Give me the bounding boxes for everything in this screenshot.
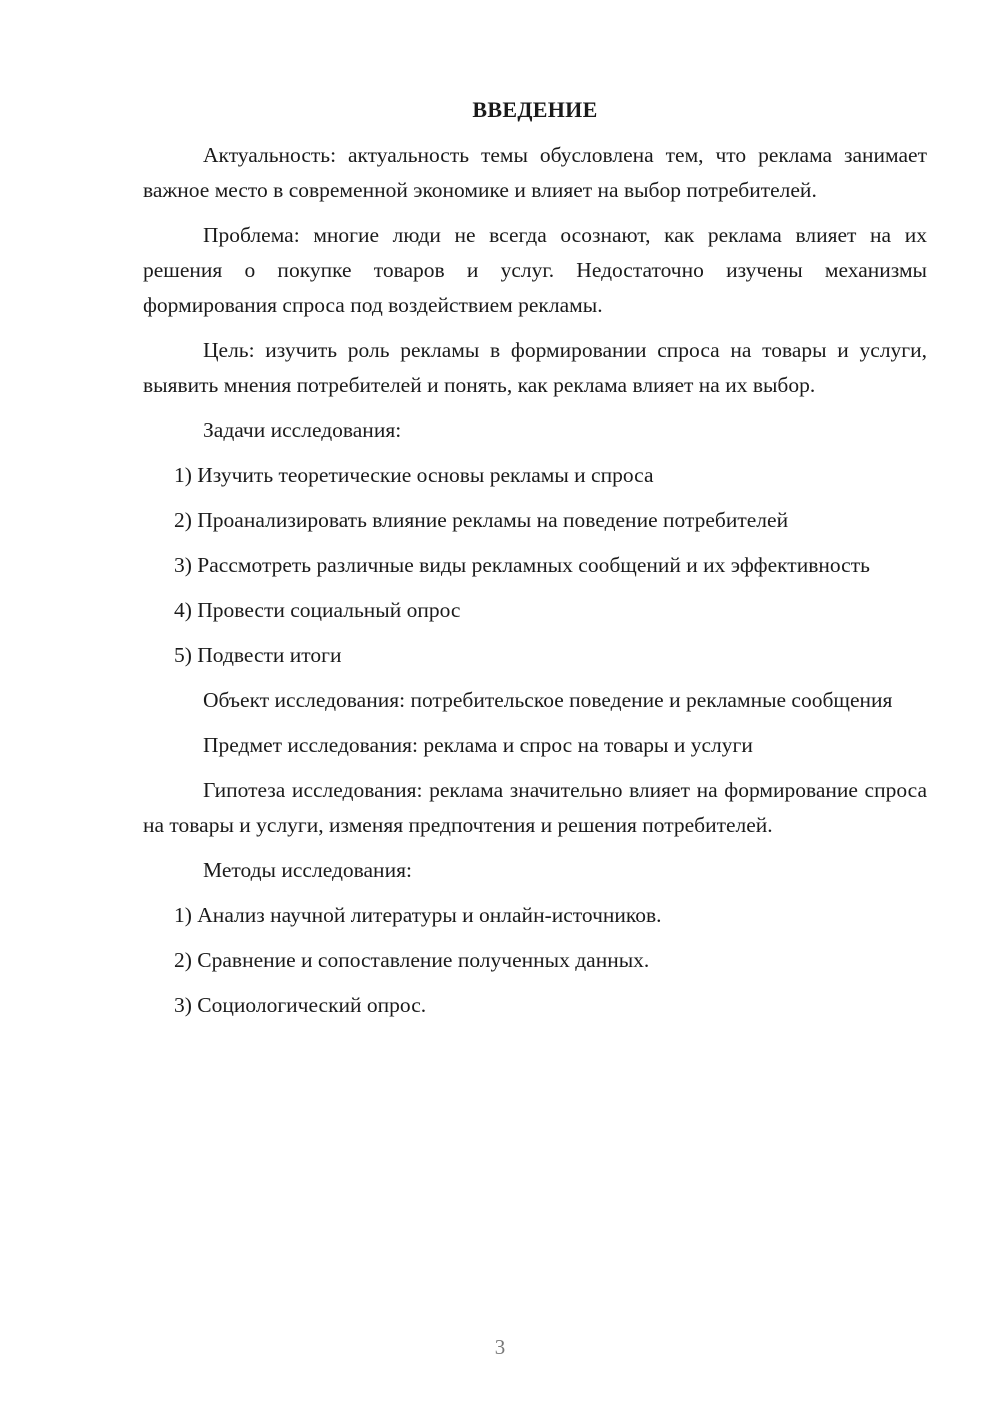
list-item-task-5: 5) Подвести итоги xyxy=(174,643,342,667)
list-item-method-3: 3) Социологический опрос. xyxy=(174,993,427,1017)
paragraph-goal: Цель: изучить роль рекламы в формировании спроса на товары и услуги, выявить мнения потребителей и понять, как реклама влияет на их выбор. xyxy=(143,338,927,397)
paragraph-problem: Проблема: многие люди не всегда осознают, как реклама влияет на их решения о покупке товаров и услуг. Недостаточно изучены механизмы формирования спроса под воздействием рекламы. xyxy=(143,223,927,317)
list-item-task-1: 1) Изучить теоретические основы рекламы и спроса xyxy=(174,463,654,487)
list-item-task-2: 2) Проанализировать влияние рекламы на поведение потребителей xyxy=(174,508,789,532)
list-item-method-1: 1) Анализ научной литературы и онлайн-источников. xyxy=(174,903,662,927)
paragraph-hypothesis: Гипотеза исследования: реклама значительно влияет на формирование спроса на товары и услуги, изменяя предпочтения и решения потребителей. xyxy=(143,778,927,837)
document-body xyxy=(143,92,927,1033)
paragraph-object: Объект исследования: потребительское поведение и рекламные сообщения xyxy=(203,688,893,712)
section-title: ВВЕДЕНИЕ xyxy=(472,97,598,122)
list-item-method-2: 2) Сравнение и сопоставление полученных данных. xyxy=(174,948,650,972)
paragraph-tasks-heading: Задачи исследования: xyxy=(203,418,402,442)
paragraph-subject: Предмет исследования: реклама и спрос на товары и услуги xyxy=(203,733,753,757)
list-item-task-4: 4) Провести социальный опрос xyxy=(174,598,461,622)
page-number: 3 xyxy=(494,1335,506,1359)
paragraph-relevance: Актуальность: актуальность темы обусловлена тем, что реклама занимает важное место в современной экономике и влияет на выбор потребителей. xyxy=(143,143,927,202)
list-item-task-3: 3) Рассмотреть различные виды рекламных сообщений и их эффективность xyxy=(174,553,870,577)
paragraph-methods-heading: Методы исследования: xyxy=(203,858,412,882)
